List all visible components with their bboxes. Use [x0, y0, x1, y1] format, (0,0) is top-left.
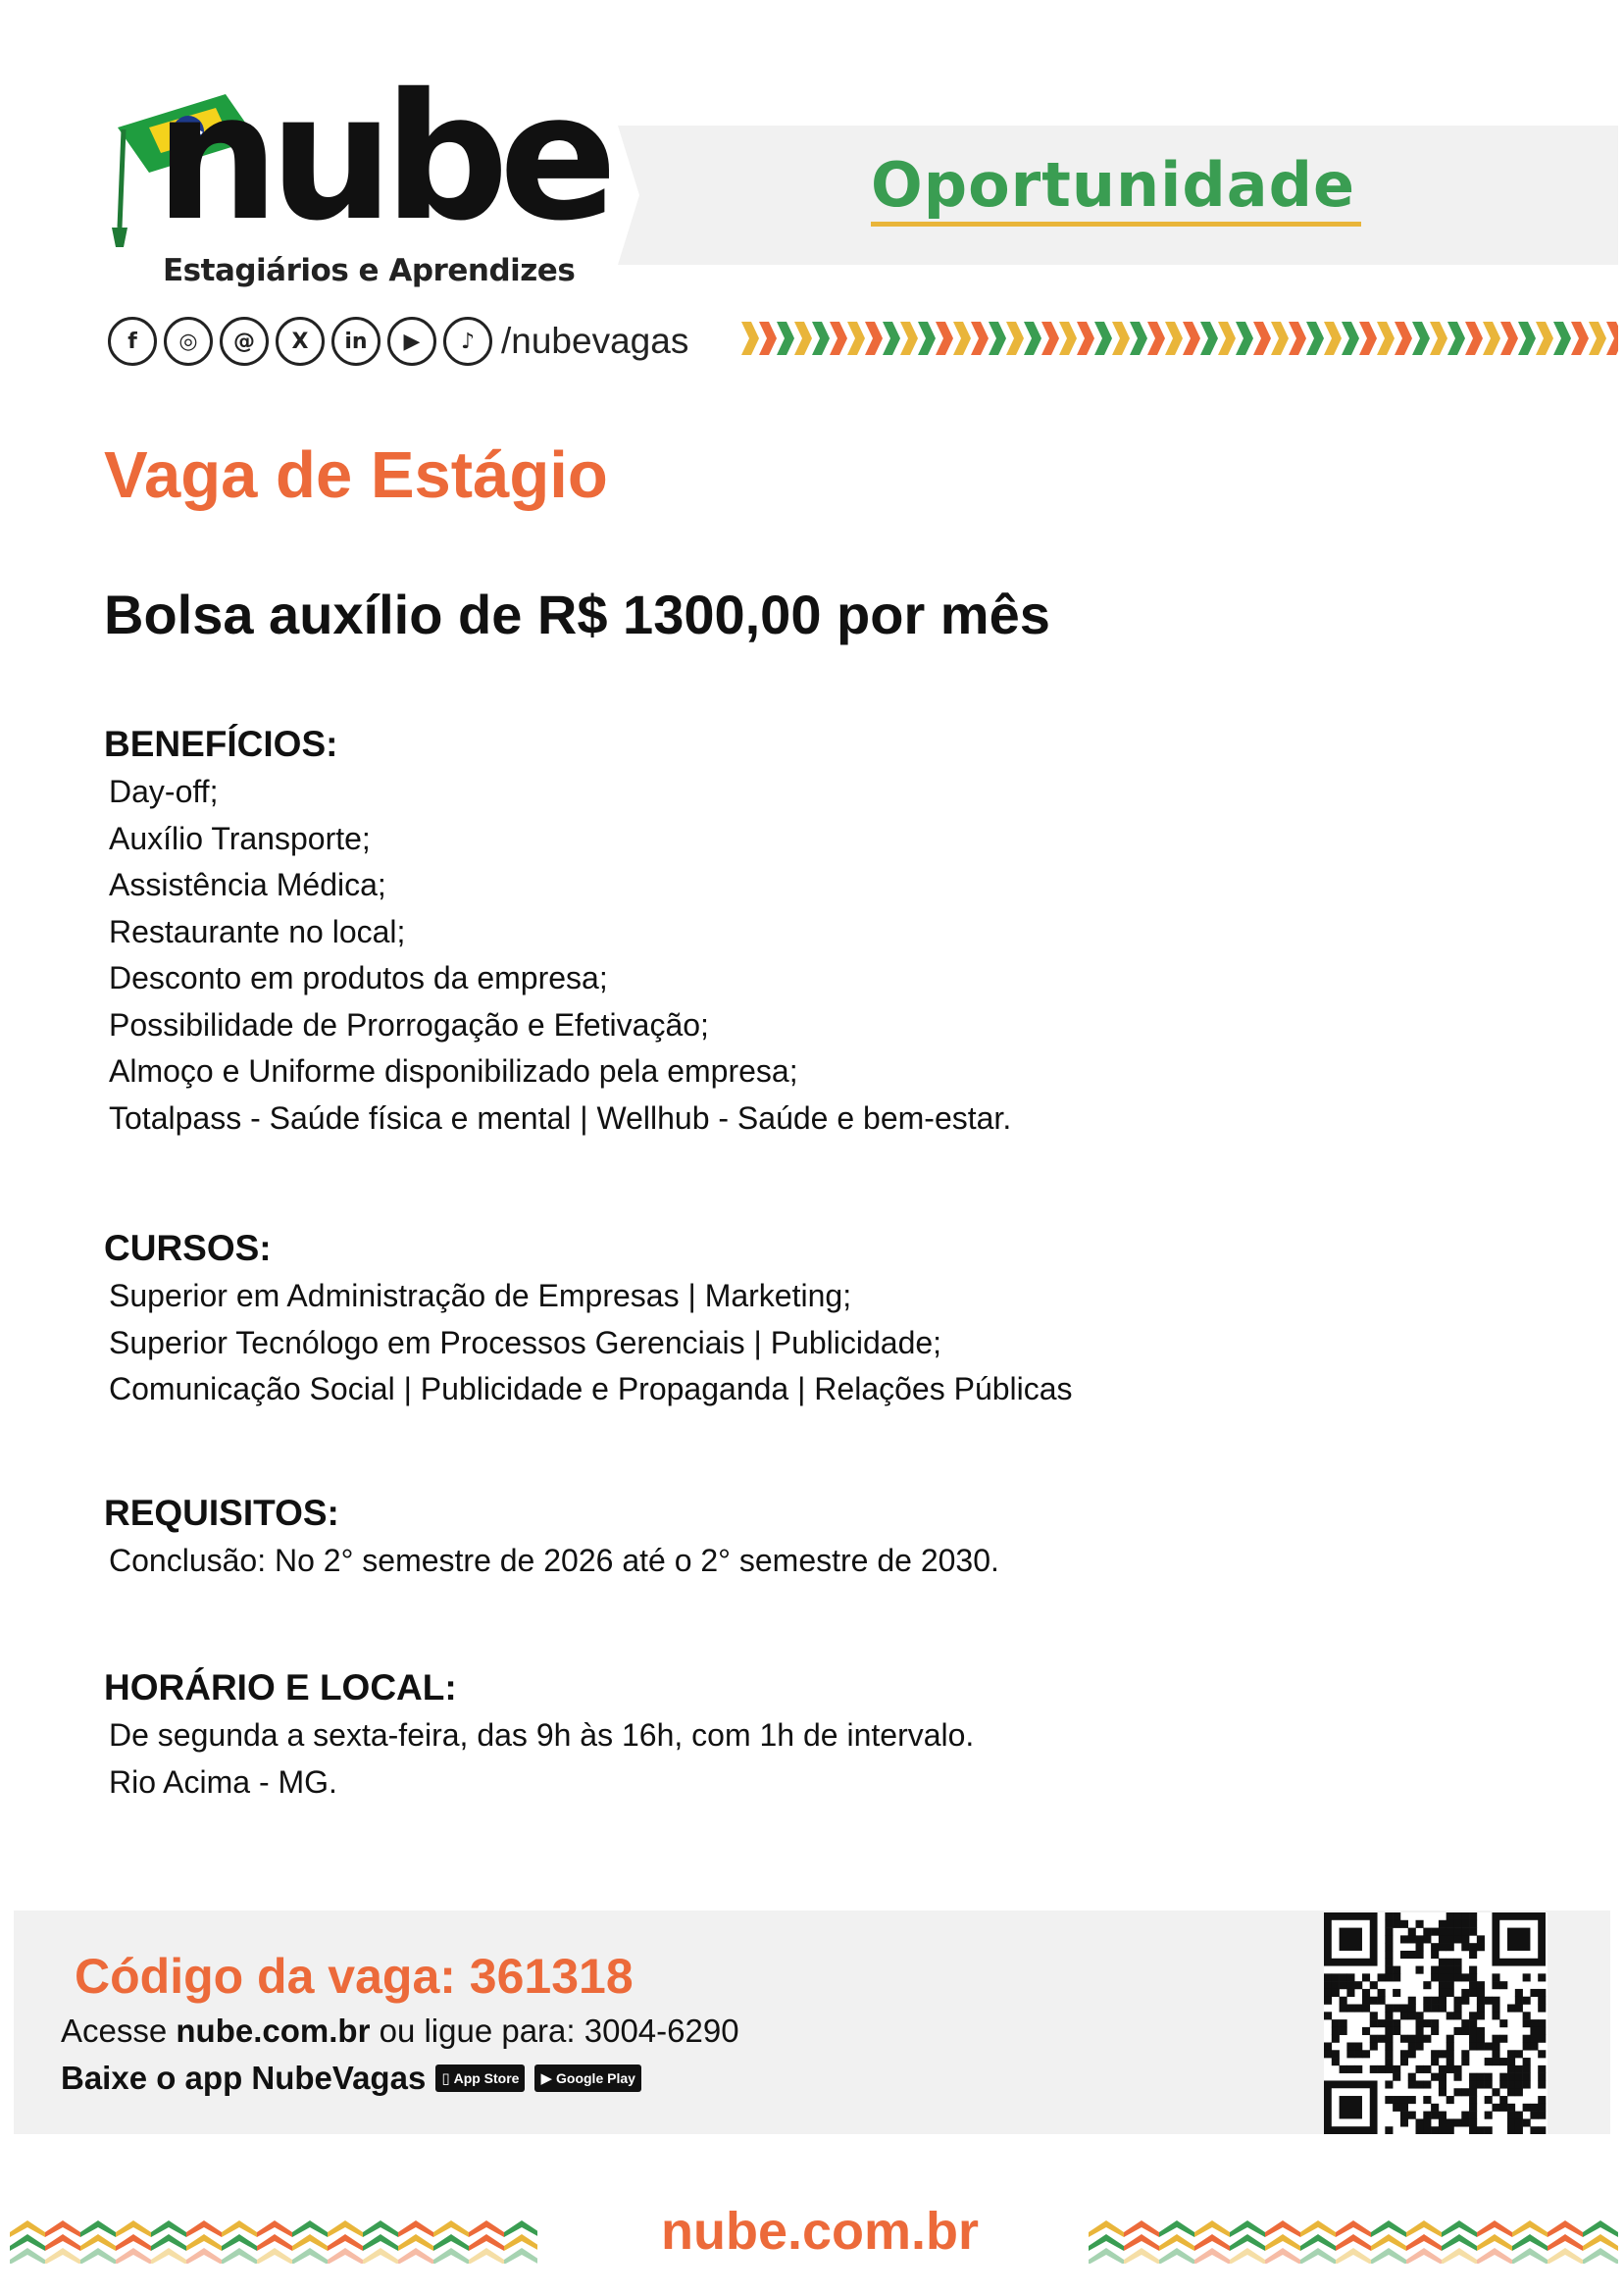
decorative-chevron-stripe-top	[741, 320, 1618, 357]
google-play-badge[interactable]	[534, 2065, 640, 2092]
job-code: Código da vaga: 361318	[75, 1949, 634, 2004]
schedule-location-section	[104, 1667, 974, 1806]
apple-icon: ▯	[441, 2070, 450, 2087]
threads-icon[interactable]: @	[220, 317, 269, 366]
requirements-title: REQUISITOS:	[104, 1493, 339, 1533]
logo-wordmark: nube	[155, 56, 608, 259]
list-item: Possibilidade de Prorrogação e Efetivação;	[109, 1006, 709, 1043]
nube-logo	[110, 56, 608, 306]
footer-panel	[14, 1911, 1610, 2134]
benefits-title: BENEFÍCIOS:	[104, 724, 338, 764]
facebook-icon[interactable]: f	[108, 317, 157, 366]
qr-code-icon[interactable]	[1324, 1912, 1548, 2134]
app-store-badge[interactable]	[435, 2065, 525, 2092]
list-item: Restaurante no local;	[109, 913, 406, 949]
list-item: Superior em Administração de Empresas | Marketing;	[109, 1278, 852, 1313]
social-handle[interactable]: /nubevagas	[501, 321, 689, 361]
tiktok-icon[interactable]: ♪	[443, 317, 492, 366]
opportunity-title: Oportunidade	[871, 149, 1356, 221]
salary-line: Bolsa auxílio de R$ 1300,00 por mês	[104, 584, 1050, 645]
list-item: Assistência Médica;	[109, 867, 386, 902]
schedule-location-title: HORÁRIO E LOCAL:	[104, 1667, 457, 1708]
list-item: Almoço e Uniforme disponibilizado pela empresa;	[109, 1053, 798, 1089]
app-download-line	[61, 2060, 641, 2097]
logo-tagline: Estagiários e Aprendizes	[163, 253, 576, 288]
list-item: Rio Acima - MG.	[109, 1763, 337, 1800]
contact-site-link[interactable]: nube.com.br	[176, 2013, 371, 2049]
list-item: Comunicação Social | Publicidade e Propaganda | Relações Públicas	[109, 1371, 1073, 1406]
list-item: Superior Tecnólogo em Processos Gerenciais | Publicidade;	[109, 1324, 942, 1360]
site-url[interactable]: nube.com.br	[661, 2202, 980, 2261]
courses-section	[104, 1228, 1073, 1413]
x-icon[interactable]: X	[276, 317, 325, 366]
list-item: Conclusão: No 2° semestre de 2026 até o 2° semestre de 2030.	[109, 1543, 999, 1578]
decorative-chevron-stripe-bottom-right	[1089, 2213, 1618, 2264]
schedule-location-list	[109, 1712, 974, 1806]
job-title: Vaga de Estágio	[104, 438, 608, 512]
youtube-icon[interactable]: ▶	[387, 317, 436, 366]
list-item: De segunda a sexta-feira, das 9h às 16h, com 1h de intervalo.	[109, 1717, 975, 1753]
contact-line	[61, 2013, 739, 2050]
linkedin-icon[interactable]: in	[331, 317, 381, 366]
instagram-icon[interactable]: ◎	[164, 317, 213, 366]
benefits-section	[104, 724, 1011, 1142]
list-item: Auxílio Transporte;	[109, 820, 371, 856]
list-item: Totalpass - Saúde física e mental | Wellhub - Saúde e bem-estar.	[109, 1099, 1012, 1136]
courses-title: CURSOS:	[104, 1228, 272, 1268]
social-links	[108, 316, 688, 367]
play-icon: ▶	[540, 2070, 553, 2087]
google-play-label: Google Play	[556, 2070, 635, 2086]
contact-prefix: Acesse	[61, 2013, 177, 2049]
courses-list	[109, 1273, 1073, 1413]
opportunity-underline	[871, 222, 1361, 227]
list-item: Desconto em produtos da empresa;	[109, 960, 608, 995]
app-store-label: App Store	[453, 2070, 520, 2086]
list-item: Day-off;	[109, 774, 219, 809]
app-download-label: Baixe o app NubeVagas	[61, 2060, 427, 2096]
decorative-chevron-stripe-bottom-left	[10, 2213, 537, 2264]
contact-suffix: ou ligue para: 3004-6290	[370, 2013, 739, 2049]
requirements-section	[104, 1493, 999, 1585]
requirements-list	[109, 1538, 999, 1585]
benefits-list	[109, 769, 1011, 1142]
